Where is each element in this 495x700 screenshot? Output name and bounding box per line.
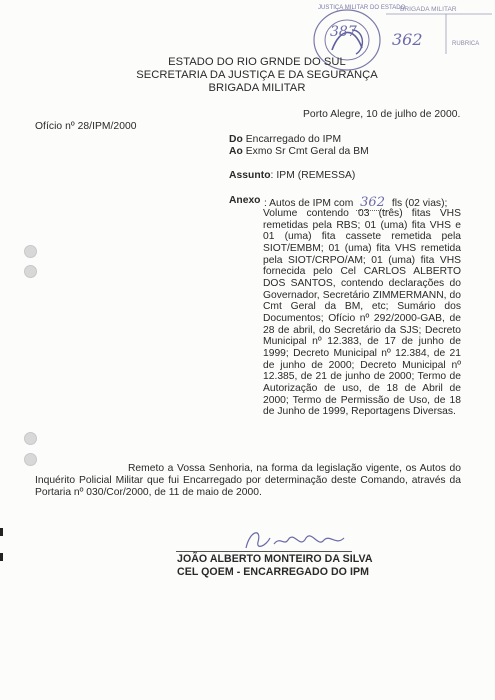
subject-value: : IPM (REMESSA) <box>270 170 356 181</box>
header-state: ESTADO DO RIO GRNDE DO SUL <box>168 56 346 68</box>
annex-body: Volume contendo 03 (três) fitas VHS remetidas pela RBS; 01 (uma) fita VHS e 01 (uma) fita cassete remetida pela SIOT/EMBM; 01 (uma) fita VHS remetida pela SIOT/CRPO/AM; 01 (uma) fita VHS fornecida pelo Cel CARLOS ALBERTO DOS SANTOS, contendo declarações do Governador, Secretário ZIMMERMANN, do Cmt Geral da BM, etc; Sumário dos Documentos; Ofício nº 292/2000-GAB, de 28 de abril, do Secretário da SJS; Decreto Municipal nº 12.383, de 17 de junho de 1999; Decreto Municipal nº 12.384, de 21 de junho de 2000; Decreto Municipal nº 12.385, de 21 de junho de 2000; Termo de Autorização de uso, de 18 de Abril de 2000; Termo de Permissão de Uso, de 18 de Junho de 1999, Reportagens Diversas. <box>263 208 461 418</box>
protocol-top-text: BRIGADA MILITAR <box>400 6 457 13</box>
binder-mark-lower <box>0 553 3 561</box>
oficio-number: Ofício nº 28/IPM/2000 <box>35 121 137 132</box>
stamp-handwritten-number: 387 <box>330 24 357 40</box>
stamp-outer-text: JUSTIÇA MILITAR DO ESTADO <box>318 5 406 11</box>
header-secretariat: SECRETARIA DA JUSTIÇA E DA SEGURANÇA <box>136 69 378 81</box>
signature-name: JOÃO ALBERTO MONTEIRO DA SILVA <box>177 553 373 565</box>
signature-role: CEL QOEM - ENCARREGADO DO IPM <box>177 566 369 578</box>
subject-label: Assunto <box>229 170 271 181</box>
annex-suffix: fls (02 vias); <box>391 198 448 209</box>
protocol-handwritten-number: 362 <box>392 30 423 49</box>
handwritten-signature <box>240 526 360 554</box>
subject-line <box>229 170 355 182</box>
annex-prefix: : Autos de IPM com <box>264 198 354 209</box>
header-brigade: BRIGADA MILITAR <box>208 82 306 94</box>
from-line <box>229 134 341 146</box>
to-value: Exmo Sr Cmt Geral da BM <box>245 146 369 157</box>
from-label: Do <box>229 134 243 145</box>
to-line <box>229 146 369 158</box>
annex-handwritten-count: 362 <box>356 195 389 211</box>
body-paragraph: Remeto a Vossa Senhoria, na forma da legislação vigente, os Autos do Inquérito Policial Militar que fui Encarregado por determinação deste Comando, através da Portaria nº 030/Cor/2000, de 11 de maio de 2000. <box>35 463 461 499</box>
protocol-side-text: RUBRICA <box>452 41 480 47</box>
punch-hole-second <box>24 265 37 278</box>
signature-line <box>176 551 352 552</box>
place-date: Porto Alegre, 10 de julho de 2000. <box>303 109 461 120</box>
annex-label: Anexo <box>229 195 261 206</box>
from-value: Encarregado do IPM <box>245 134 342 145</box>
punch-hole-top <box>24 245 37 258</box>
to-label: Ao <box>229 146 243 157</box>
binder-mark-upper <box>0 528 3 536</box>
punch-hole-third <box>24 432 37 445</box>
